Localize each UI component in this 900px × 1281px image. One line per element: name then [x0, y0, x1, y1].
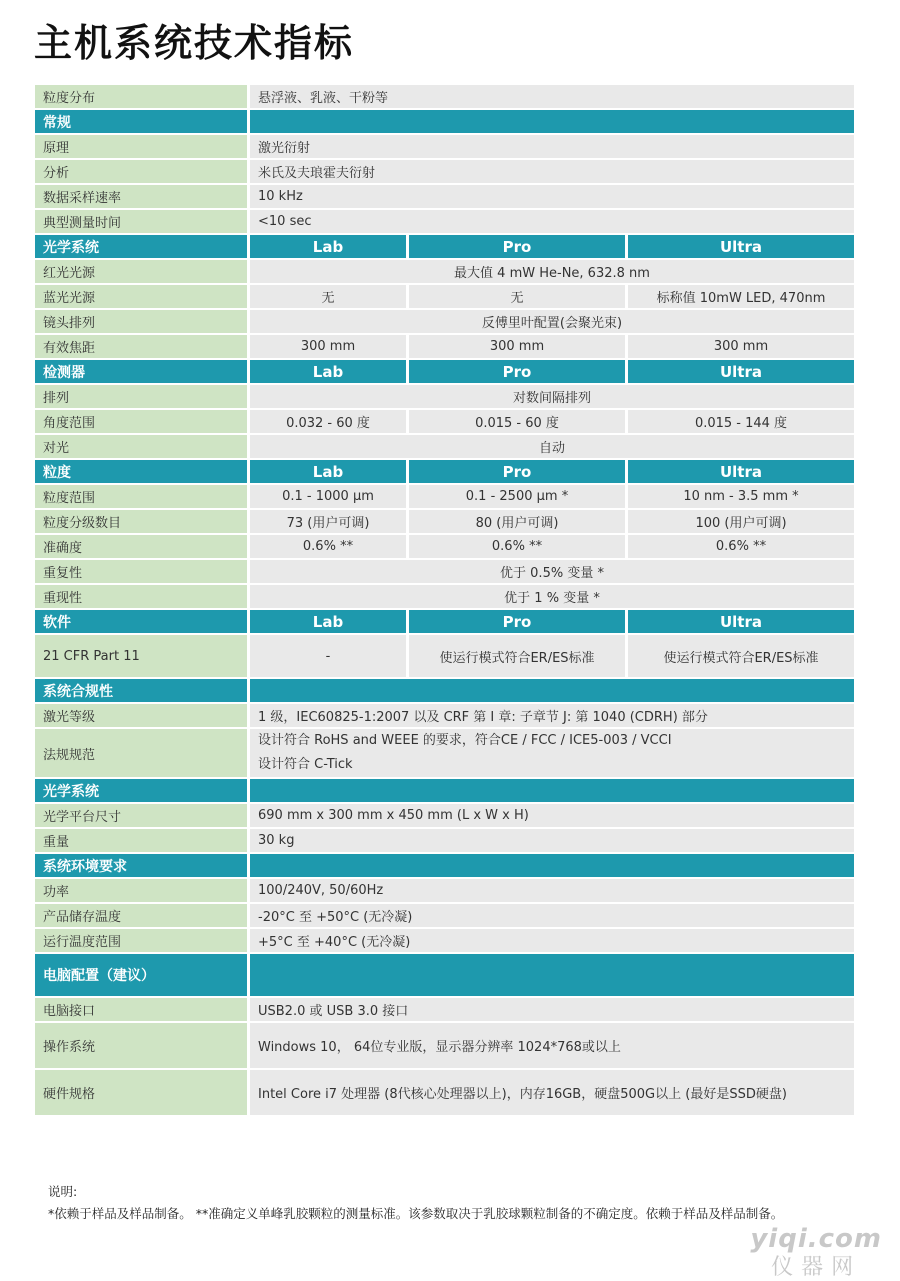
row-value-pro: 0.015 - 60 度 [409, 410, 625, 433]
row-value: 最大值 4 mW He-Ne, 632.8 nm [250, 260, 854, 283]
table-row [35, 260, 854, 283]
row-value-lab: 无 [250, 285, 406, 308]
table-row [35, 535, 854, 558]
column-header-ultra: Ultra [628, 360, 854, 383]
row-value-ultra: 0.6% ** [628, 535, 854, 558]
footnotes-text: *依赖于样品及样品制备。 **准确定义单峰乳胶颗粒的测量标准。该参数取决于乳胶球颗粒制备的不确定度。依赖于样品及样品制备。 [48, 1206, 784, 1221]
row-value-ultra: 标称值 10mW LED, 470nm [628, 285, 854, 308]
table-row [35, 804, 854, 827]
row-label: 镜头排列 [35, 310, 247, 333]
watermark-line2: 仪器网 [771, 1255, 862, 1280]
row-value: 690 mm x 300 mm x 450 mm (L x W x H) [250, 804, 854, 827]
row-label: 重复性 [35, 560, 247, 583]
row-value-ultra: 10 nm - 3.5 mm * [628, 485, 854, 508]
row-value-line: 设计符合 RoHS and WEEE 的要求，符合CE / FCC / ICE5-003 / VCCI [258, 733, 672, 748]
column-header-pro: Pro [409, 235, 625, 258]
row-label: 激光等级 [35, 704, 247, 727]
row-value-pro: 0.1 - 2500 µm * [409, 485, 625, 508]
table-row [35, 998, 854, 1021]
row-label: 功率 [35, 879, 247, 902]
row-value: 100/240V, 50/60Hz [250, 879, 854, 902]
table-row [35, 729, 854, 777]
row-value: +5°C 至 +40°C (无冷凝) [250, 929, 854, 952]
row-label: 有效焦距 [35, 335, 247, 358]
footnotes [48, 1181, 783, 1225]
table-row [35, 1070, 854, 1115]
row-value-ultra: 使运行模式符合ER/ES标准 [628, 635, 854, 677]
table-row [35, 85, 854, 108]
column-header-lab: Lab [250, 460, 406, 483]
section-title: 软件 [35, 610, 247, 633]
page-title: 主机系统技术指标 [34, 21, 355, 65]
table-row [35, 435, 854, 458]
row-value: 米氏及夫琅霍夫衍射 [250, 160, 854, 183]
row-label: 重现性 [35, 585, 247, 608]
section-title: 常规 [35, 110, 247, 133]
row-value: -20°C 至 +50°C (无冷凝) [250, 904, 854, 927]
table-row [35, 210, 854, 233]
table-row [35, 310, 854, 333]
section-header [35, 610, 854, 633]
footnotes-heading: 说明: [48, 1184, 78, 1199]
row-value: 自动 [250, 435, 854, 458]
spec-table [32, 83, 857, 1117]
watermark-line1: yiqi.com [750, 1224, 882, 1254]
row-label: 法规规范 [35, 729, 247, 777]
row-label: 光学平台尺寸 [35, 804, 247, 827]
row-label: 原理 [35, 135, 247, 158]
column-header-pro: Pro [409, 360, 625, 383]
row-label: 粒度范围 [35, 485, 247, 508]
table-row [35, 560, 854, 583]
row-label: 分析 [35, 160, 247, 183]
section-title: 系统合规性 [35, 679, 247, 702]
row-label: 蓝光光源 [35, 285, 247, 308]
section-header [35, 854, 854, 877]
row-label: 粒度分布 [35, 85, 247, 108]
row-value: 优于 0.5% 变量 * [250, 560, 854, 583]
table-row [35, 185, 854, 208]
row-value-line: 设计符合 C-Tick [258, 757, 353, 772]
table-row [35, 585, 854, 608]
row-value: 30 kg [250, 829, 854, 852]
section-header [35, 460, 854, 483]
row-value-pro: 使运行模式符合ER/ES标准 [409, 635, 625, 677]
watermark-logo [750, 1224, 882, 1281]
row-value-lab: 0.6% ** [250, 535, 406, 558]
row-label: 对光 [35, 435, 247, 458]
row-value-pro: 80 (用户可调) [409, 510, 625, 533]
row-value-pro: 无 [409, 285, 625, 308]
row-value: Windows 10， 64位专业版，显示器分辨率 1024*768或以上 [250, 1023, 854, 1068]
row-value: 悬浮液、乳液、干粉等 [250, 85, 854, 108]
row-value: Intel Core i7 处理器 (8代核心处理器以上)，内存16GB，硬盘500G以上 (最好是SSD硬盘) [250, 1070, 854, 1115]
column-header-ultra: Ultra [628, 460, 854, 483]
section-title: 电脑配置（建议） [35, 954, 247, 996]
table-row [35, 904, 854, 927]
row-value: 反傅里叶配置(会聚光束) [250, 310, 854, 333]
row-label: 重量 [35, 829, 247, 852]
row-value: 对数间隔排列 [250, 385, 854, 408]
row-label: 操作系统 [35, 1023, 247, 1068]
column-header-pro: Pro [409, 460, 625, 483]
section-title: 光学系统 [35, 779, 247, 802]
row-value-pro: 0.6% ** [409, 535, 625, 558]
table-row [35, 510, 854, 533]
table-row [35, 829, 854, 852]
row-value: 10 kHz [250, 185, 854, 208]
section-header [35, 235, 854, 258]
table-row [35, 879, 854, 902]
row-value-ultra: 100 (用户可调) [628, 510, 854, 533]
row-value: 优于 1 % 变量 * [250, 585, 854, 608]
row-value: 激光衍射 [250, 135, 854, 158]
column-header-ultra: Ultra [628, 235, 854, 258]
section-header [35, 779, 854, 802]
column-header-lab: Lab [250, 610, 406, 633]
row-value-lab: 73 (用户可调) [250, 510, 406, 533]
row-value: <10 sec [250, 210, 854, 233]
row-label: 典型测量时间 [35, 210, 247, 233]
row-label: 运行温度范围 [35, 929, 247, 952]
row-value: USB2.0 或 USB 3.0 接口 [250, 998, 854, 1021]
row-label: 21 CFR Part 11 [35, 635, 247, 677]
column-header-pro: Pro [409, 610, 625, 633]
row-label: 粒度分级数目 [35, 510, 247, 533]
row-value-lab: 0.032 - 60 度 [250, 410, 406, 433]
table-row [35, 385, 854, 408]
table-row [35, 285, 854, 308]
section-header [35, 679, 854, 702]
row-label: 准确度 [35, 535, 247, 558]
section-header [35, 954, 854, 996]
section-header [35, 110, 854, 133]
table-row [35, 485, 854, 508]
column-header-lab: Lab [250, 235, 406, 258]
row-value-lab: - [250, 635, 406, 677]
section-title: 光学系统 [35, 235, 247, 258]
row-label: 产品储存温度 [35, 904, 247, 927]
row-value-pro: 300 mm [409, 335, 625, 358]
section-title: 检测器 [35, 360, 247, 383]
table-row [35, 704, 854, 727]
row-value-lab: 300 mm [250, 335, 406, 358]
row-label: 硬件规格 [35, 1070, 247, 1115]
row-label: 数据采样速率 [35, 185, 247, 208]
section-title: 粒度 [35, 460, 247, 483]
row-label: 排列 [35, 385, 247, 408]
table-row [35, 335, 854, 358]
table-row [35, 410, 854, 433]
row-value-ultra: 0.015 - 144 度 [628, 410, 854, 433]
row-label: 红光光源 [35, 260, 247, 283]
row-value-ultra: 300 mm [628, 335, 854, 358]
section-header [35, 360, 854, 383]
row-label: 角度范围 [35, 410, 247, 433]
column-header-ultra: Ultra [628, 610, 854, 633]
row-value [250, 729, 854, 777]
table-row [35, 135, 854, 158]
row-label: 电脑接口 [35, 998, 247, 1021]
column-header-lab: Lab [250, 360, 406, 383]
table-row [35, 929, 854, 952]
row-value: 1 级，IEC60825-1:2007 以及 CRF 第 I 章: 子章节 J: 第 1040 (CDRH) 部分 [250, 704, 854, 727]
table-row [35, 160, 854, 183]
table-row [35, 635, 854, 677]
row-value-lab: 0.1 - 1000 µm [250, 485, 406, 508]
table-row [35, 1023, 854, 1068]
section-title: 系统环境要求 [35, 854, 247, 877]
